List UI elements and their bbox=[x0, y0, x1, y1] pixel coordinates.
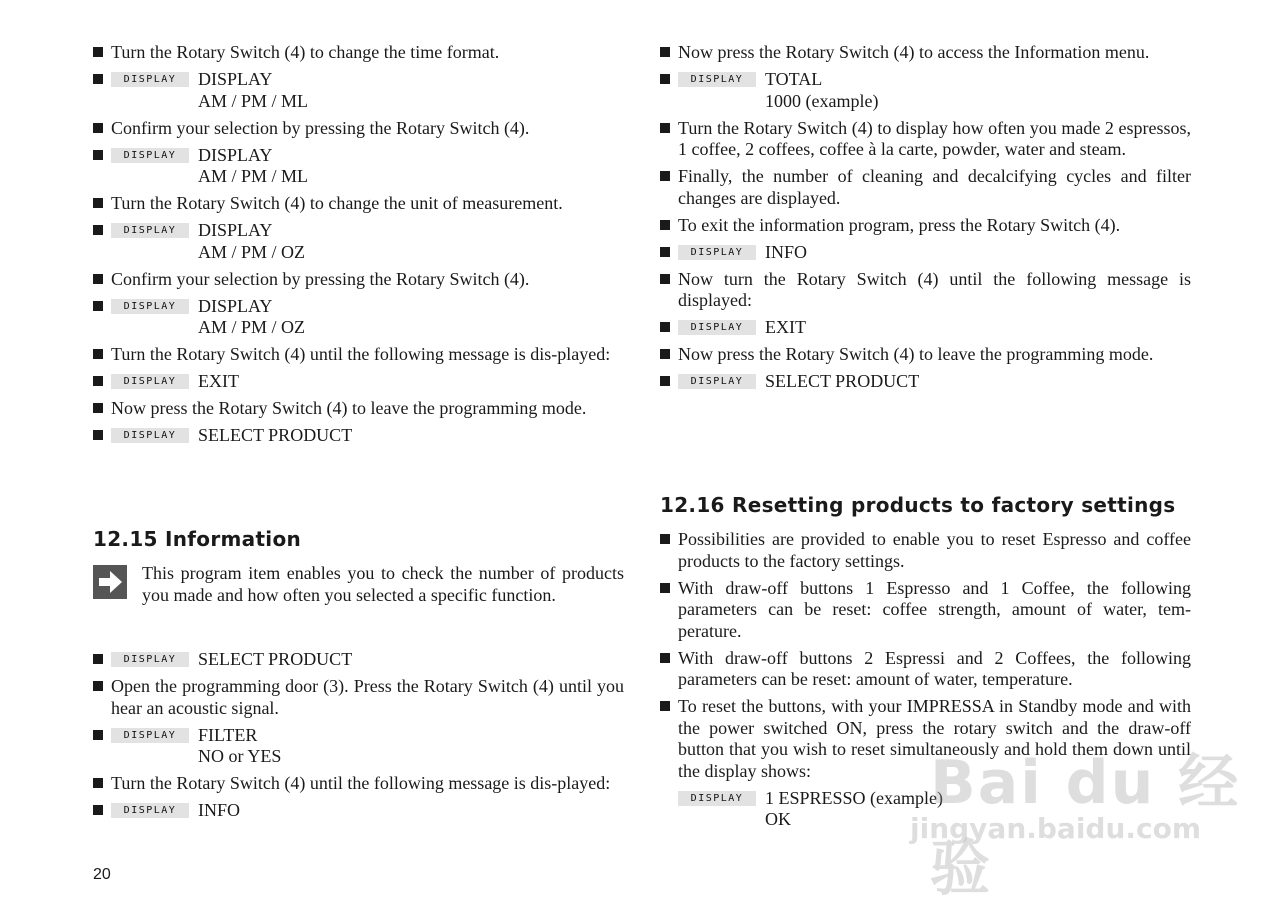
item-text: Finally, the number of cleaning and decalcifying cycles and filter changes are displayed. bbox=[678, 166, 1191, 208]
left-column bbox=[93, 42, 624, 452]
square-bullet-icon bbox=[93, 123, 103, 133]
square-bullet-icon bbox=[660, 220, 670, 230]
list-item bbox=[93, 269, 624, 291]
item-text: Turn the Rotary Switch (4) to change the unit of measurement. bbox=[111, 193, 563, 213]
lcd-display-icon: DISPLAY bbox=[111, 148, 189, 163]
display-line: FILTER bbox=[198, 724, 258, 745]
display-line: DISPLAY bbox=[198, 144, 273, 165]
display-line: AM / PM / OZ bbox=[198, 317, 306, 337]
lcd-display-icon: DISPLAY bbox=[111, 223, 189, 238]
display-readout bbox=[660, 317, 1191, 339]
square-bullet-icon bbox=[93, 47, 103, 57]
square-bullet-icon bbox=[660, 349, 670, 359]
item-text: To reset the buttons, with your IMPRESSA in Standby mode and with the power switched ON, press the rotary switch and the draw-off button that you wish to reset simultaneously and hold them down until the display shows: bbox=[678, 696, 1191, 781]
list-item bbox=[93, 398, 624, 420]
lcd-display-icon: DISPLAY bbox=[111, 728, 189, 743]
lcd-display-icon: DISPLAY bbox=[678, 320, 756, 335]
display-line: SELECT PRODUCT bbox=[198, 425, 353, 445]
item-text: Confirm your selection by pressing the Rotary Switch (4). bbox=[111, 268, 530, 289]
item-text: Turn the Rotary Switch (4) to change the time format. bbox=[111, 42, 500, 62]
square-bullet-icon bbox=[93, 150, 103, 160]
square-bullet-icon bbox=[660, 534, 670, 544]
display-readout bbox=[93, 800, 624, 822]
square-bullet-icon bbox=[93, 681, 103, 691]
display-line: DISPLAY bbox=[198, 69, 273, 89]
display-line: EXIT bbox=[198, 371, 239, 391]
arrow-right-icon bbox=[93, 565, 127, 599]
square-bullet-icon bbox=[660, 74, 670, 84]
list-item bbox=[660, 648, 1191, 691]
square-bullet-icon bbox=[660, 322, 670, 332]
display-line: DISPLAY bbox=[198, 220, 273, 240]
square-bullet-icon bbox=[93, 778, 103, 788]
item-text: Turn the Rotary Switch (4) to display how often you made 2 espressos, 1 coffee, 2 coffees, coffee à la carte, powder, water and steam. bbox=[678, 117, 1191, 159]
display-readout bbox=[93, 725, 624, 768]
lcd-display-icon: DISPLAY bbox=[111, 803, 189, 818]
square-bullet-icon bbox=[660, 274, 670, 284]
list-item bbox=[660, 269, 1191, 312]
display-line: OK bbox=[765, 809, 791, 829]
item-text: With draw-off buttons 2 Espressi and 2 Coffees, the following parameters can be reset: amount of water, temperature. bbox=[678, 647, 1191, 689]
square-bullet-icon bbox=[93, 805, 103, 815]
display-line: AM / PM / ML bbox=[198, 90, 309, 111]
lcd-display-icon: DISPLAY bbox=[111, 428, 189, 443]
display-readout bbox=[93, 145, 624, 188]
item-text: Now turn the Rotary Switch (4) until the following message is displayed: bbox=[678, 268, 1191, 310]
display-line: SELECT PRODUCT bbox=[198, 649, 353, 669]
list-item bbox=[660, 166, 1191, 209]
display-readout bbox=[660, 371, 1191, 393]
display-readout bbox=[93, 296, 624, 339]
item-text: To exit the information program, press the Rotary Switch (4). bbox=[678, 214, 1121, 235]
lcd-display-icon: DISPLAY bbox=[678, 72, 756, 87]
list-item bbox=[93, 193, 624, 215]
lcd-display-icon: DISPLAY bbox=[111, 299, 189, 314]
square-bullet-icon bbox=[660, 701, 670, 711]
item-text: Now press the Rotary Switch (4) to leave the programming mode. bbox=[111, 398, 587, 418]
square-bullet-icon bbox=[660, 376, 670, 386]
square-bullet-icon bbox=[93, 403, 103, 413]
square-bullet-icon bbox=[660, 247, 670, 257]
square-bullet-icon bbox=[93, 654, 103, 664]
square-bullet-icon bbox=[660, 171, 670, 181]
item-text: Turn the Rotary Switch (4) until the following message is dis-played: bbox=[111, 773, 611, 793]
item-text: Now press the Rotary Switch (4) to leave the programming mode. bbox=[678, 344, 1154, 364]
info-note-text: This program item enables you to check the number of products you made and how often you selected a specific function. bbox=[142, 563, 624, 605]
list-item bbox=[660, 118, 1191, 161]
list-item bbox=[93, 118, 624, 140]
display-line: SELECT PRODUCT bbox=[765, 371, 920, 391]
item-text: Now press the Rotary Switch (4) to access the Information menu. bbox=[678, 42, 1150, 62]
lcd-display-icon: DISPLAY bbox=[678, 245, 756, 260]
display-readout bbox=[93, 220, 624, 263]
display-line: 1000 (example) bbox=[765, 90, 879, 111]
display-readout bbox=[93, 425, 624, 447]
square-bullet-icon bbox=[660, 123, 670, 133]
square-bullet-icon bbox=[660, 583, 670, 593]
square-bullet-icon bbox=[660, 653, 670, 663]
list-item bbox=[93, 42, 624, 64]
list-item bbox=[660, 344, 1191, 366]
square-bullet-icon bbox=[93, 74, 103, 84]
display-readout bbox=[93, 371, 624, 393]
display-line: INFO bbox=[765, 241, 808, 262]
lcd-display-icon: DISPLAY bbox=[111, 652, 189, 667]
left-list-bottom bbox=[93, 649, 624, 827]
display-readout bbox=[93, 69, 624, 112]
right-list-top bbox=[660, 42, 1191, 393]
square-bullet-icon bbox=[660, 47, 670, 57]
display-line: 1 ESPRESSO (example) bbox=[765, 787, 943, 808]
display-line: AM / PM / OZ bbox=[198, 241, 306, 262]
left-list-top bbox=[93, 42, 624, 447]
section-heading-reset: 12.16 Resetting products to factory settings bbox=[660, 493, 1176, 517]
list-item bbox=[660, 578, 1191, 643]
display-readout bbox=[660, 69, 1191, 112]
item-text: Open the programming door (3). Press the Rotary Switch (4) until you hear an acoustic signal. bbox=[111, 676, 624, 718]
watermark-url: jingyan.baidu.com bbox=[910, 812, 1202, 845]
square-bullet-icon bbox=[93, 301, 103, 311]
display-line: TOTAL bbox=[765, 69, 823, 89]
display-readout bbox=[660, 242, 1191, 264]
display-readout bbox=[93, 649, 624, 671]
display-line: NO or YES bbox=[198, 746, 282, 766]
list-item bbox=[660, 215, 1191, 237]
watermark-logo: Bai du 经验 bbox=[930, 748, 1241, 904]
square-bullet-icon bbox=[93, 730, 103, 740]
square-bullet-icon bbox=[93, 198, 103, 208]
section-heading-information: 12.15 Information bbox=[93, 527, 302, 551]
square-bullet-icon bbox=[93, 274, 103, 284]
square-bullet-icon bbox=[93, 430, 103, 440]
list-item bbox=[660, 529, 1191, 572]
lcd-display-icon: DISPLAY bbox=[111, 72, 189, 87]
list-item bbox=[93, 676, 624, 719]
item-text: Confirm your selection by pressing the Rotary Switch (4). bbox=[111, 117, 530, 138]
right-column bbox=[660, 42, 1191, 398]
item-text: Turn the Rotary Switch (4) until the following message is dis-played: bbox=[111, 344, 611, 364]
display-line: EXIT bbox=[765, 317, 806, 337]
square-bullet-icon bbox=[93, 376, 103, 386]
page-number: 20 bbox=[93, 866, 111, 883]
display-line: AM / PM / ML bbox=[198, 166, 309, 186]
display-line: DISPLAY bbox=[198, 295, 273, 316]
display-line: INFO bbox=[198, 800, 241, 820]
info-note bbox=[93, 563, 624, 606]
list-item bbox=[660, 42, 1191, 64]
lcd-display-icon: DISPLAY bbox=[678, 374, 756, 389]
list-item bbox=[93, 773, 624, 795]
item-text: With draw-off buttons 1 Espresso and 1 Coffee, the following parameters can be reset: coffee strength, amount of water, tem-perature. bbox=[678, 577, 1191, 641]
item-text: Possibilities are provided to enable you to reset Espresso and coffee products to the factory settings. bbox=[678, 529, 1191, 571]
square-bullet-icon bbox=[93, 225, 103, 235]
list-item bbox=[93, 344, 624, 366]
lcd-display-icon: DISPLAY bbox=[678, 791, 756, 806]
square-bullet-icon bbox=[93, 349, 103, 359]
lcd-display-icon: DISPLAY bbox=[111, 374, 189, 389]
